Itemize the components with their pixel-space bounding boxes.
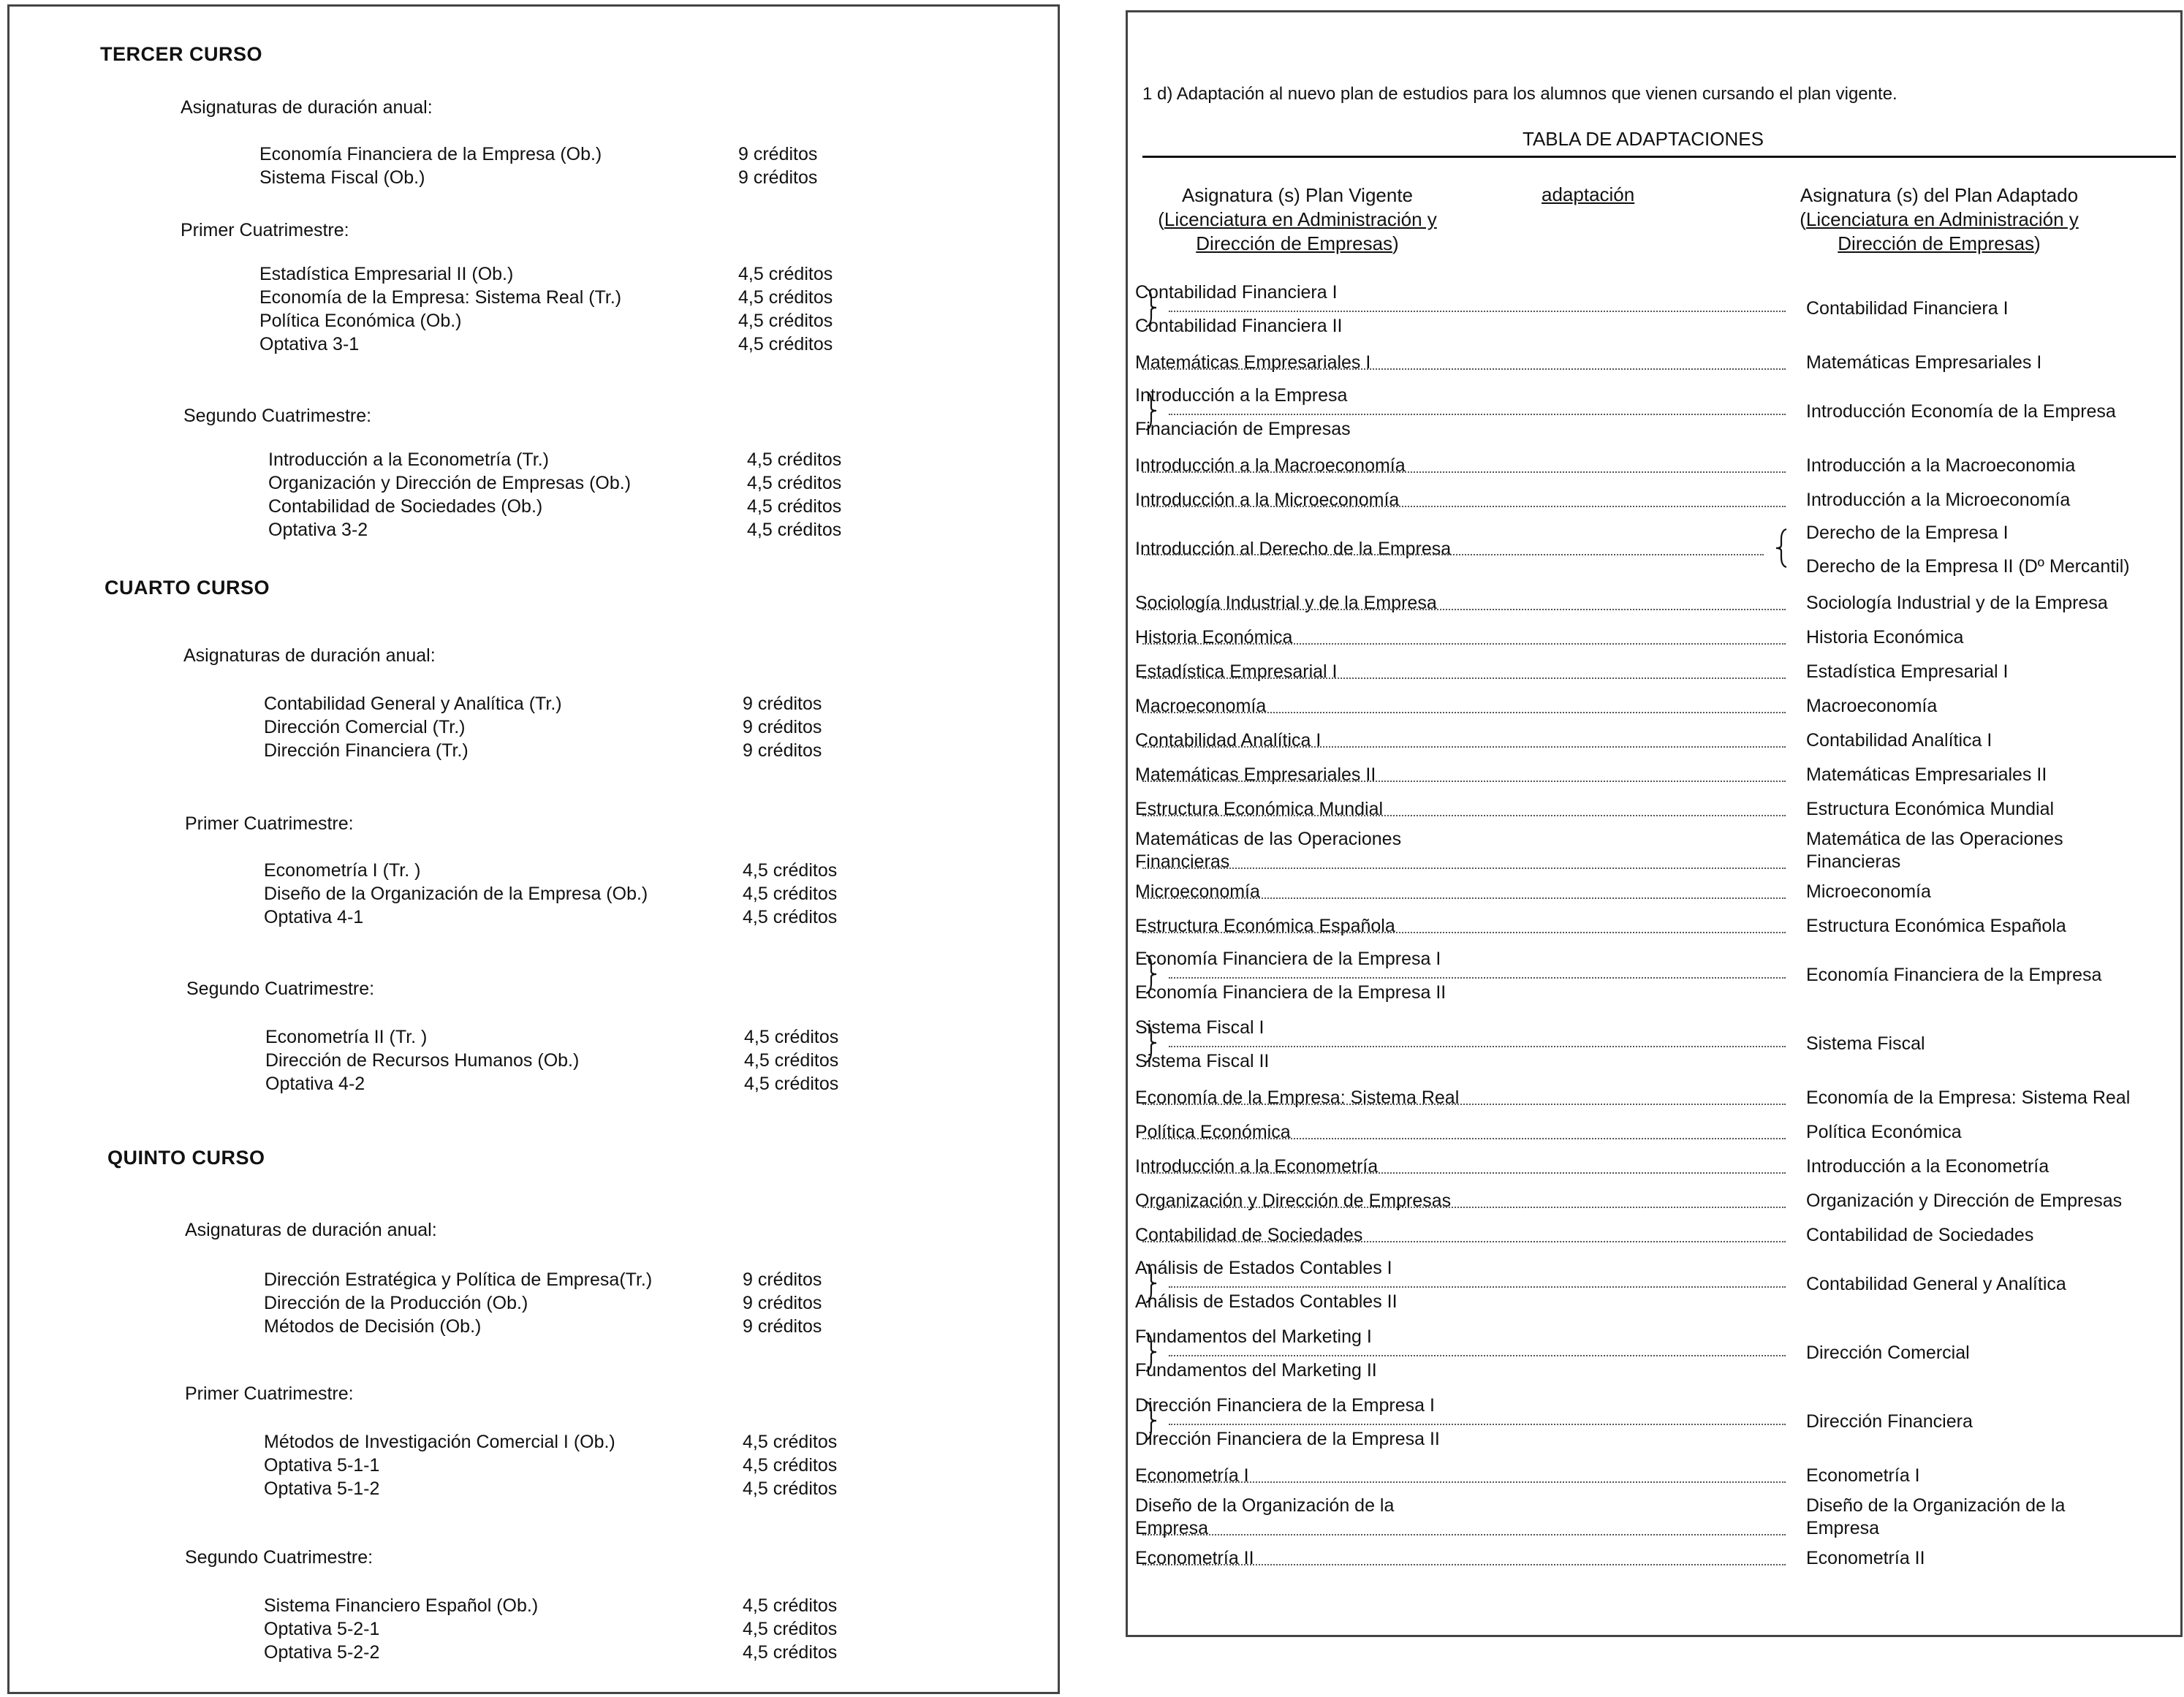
dot-leader bbox=[1142, 1564, 1786, 1565]
dot-leader bbox=[1169, 311, 1786, 312]
header-underlined: Dirección de Empresas bbox=[1838, 232, 2035, 254]
course-item bbox=[264, 1430, 837, 1454]
course-list bbox=[265, 1025, 838, 1096]
adaptation-row bbox=[1128, 380, 2180, 449]
subject-name: Economía Financiera de la Empresa I bbox=[1135, 949, 1441, 969]
course-name: Sistema Fiscal (Ob.) bbox=[259, 167, 425, 188]
subject-name: Derecho de la Empresa II (Dº Mercantil) bbox=[1806, 556, 2130, 577]
section-heading: Primer Cuatrimestre: bbox=[181, 220, 349, 240]
course-name: Sistema Financiero Español (Ob.) bbox=[264, 1595, 539, 1616]
subject-name: Empresa bbox=[1806, 1518, 1880, 1538]
dot-leader bbox=[1142, 1104, 1786, 1105]
course-item bbox=[259, 166, 817, 189]
section-heading: Asignaturas de duración anual: bbox=[185, 1220, 437, 1240]
subject-name: Sistema Fiscal bbox=[1806, 1033, 1925, 1054]
adaptation-row bbox=[1128, 1218, 2180, 1253]
subject-name: Diseño de la Organización de la bbox=[1135, 1495, 1395, 1516]
course-item bbox=[268, 495, 841, 518]
subject-name: Estructura Económica Española bbox=[1135, 916, 1395, 936]
course-item bbox=[264, 859, 837, 882]
course-name: Métodos de Investigación Comercial I (Ob.) bbox=[264, 1432, 615, 1452]
course-item bbox=[264, 882, 837, 906]
adaptation-row bbox=[1128, 792, 2180, 827]
subject-name: Contabilidad Financiera I bbox=[1806, 298, 2009, 319]
subject-name: Contabilidad Analítica I bbox=[1806, 730, 1992, 751]
dot-leader bbox=[1142, 677, 1786, 679]
course-list bbox=[264, 1430, 837, 1500]
course-list bbox=[259, 262, 833, 356]
header-line: Asignatura (s) Plan Vigente bbox=[1181, 184, 1414, 206]
course-credits: 4,5 créditos bbox=[743, 1619, 838, 1639]
course-credits: 9 créditos bbox=[738, 167, 818, 188]
course-item bbox=[268, 518, 841, 542]
subject-name: Microeconomía bbox=[1806, 881, 1931, 902]
subject-name: Organización y Dirección de Empresas bbox=[1806, 1191, 2123, 1211]
subject-name: Dirección Financiera bbox=[1806, 1411, 1973, 1432]
header-line: Dirección de Empresas) bbox=[1196, 232, 1399, 254]
brace-icon bbox=[1144, 1400, 1159, 1441]
adaptation-row bbox=[1128, 689, 2180, 724]
subject-name: Macroeconomía bbox=[1135, 696, 1267, 716]
course-name: Dirección Estratégica y Política de Empresa(Tr.) bbox=[264, 1269, 653, 1290]
course-credits: 4,5 créditos bbox=[747, 473, 842, 493]
course-credits: 9 créditos bbox=[743, 694, 822, 714]
adaptation-row bbox=[1128, 655, 2180, 689]
adaptation-row bbox=[1128, 758, 2180, 792]
dot-leader bbox=[1142, 746, 1786, 748]
subject-name: Financieras bbox=[1806, 851, 1901, 872]
course-name: Optativa 3-2 bbox=[268, 520, 368, 540]
adaptation-row bbox=[1128, 1253, 2180, 1321]
adaptation-row bbox=[1128, 1493, 2180, 1541]
course-credits: 4,5 créditos bbox=[747, 449, 842, 470]
course-list bbox=[264, 1594, 837, 1664]
course-name: Estadística Empresarial II (Ob.) bbox=[259, 264, 514, 284]
brace-icon bbox=[1144, 390, 1159, 431]
brace-icon bbox=[1144, 1332, 1159, 1373]
course-name: Dirección Financiera (Tr.) bbox=[264, 740, 469, 761]
dot-leader bbox=[1142, 897, 1786, 899]
subject-name: Contabilidad Financiera I bbox=[1135, 282, 1338, 303]
course-credits: 4,5 créditos bbox=[743, 1595, 838, 1616]
adaptation-row bbox=[1128, 944, 2180, 1012]
subject-name: Política Económica bbox=[1135, 1122, 1291, 1142]
dot-leader bbox=[1142, 868, 1786, 869]
course-credits: 4,5 créditos bbox=[747, 496, 842, 517]
course-list bbox=[264, 859, 837, 929]
section-heading: Asignaturas de duración anual: bbox=[183, 645, 436, 666]
adaptation-row bbox=[1128, 1184, 2180, 1218]
header-line: (Licenciatura en Administración y bbox=[1158, 208, 1437, 230]
dot-leader bbox=[1142, 1138, 1786, 1139]
course-item bbox=[264, 1617, 837, 1641]
subject-name: Análisis de Estados Contables I bbox=[1135, 1258, 1392, 1278]
course-item bbox=[264, 739, 822, 762]
subject-name: Contabilidad Financiera II bbox=[1135, 316, 1343, 336]
course-name: Economía de la Empresa: Sistema Real (Tr.) bbox=[259, 287, 622, 308]
course-name: Optativa 5-2-1 bbox=[264, 1619, 380, 1639]
course-list bbox=[259, 143, 817, 189]
course-name: Optativa 4-2 bbox=[265, 1074, 365, 1094]
subject-name: Dirección Financiera de la Empresa II bbox=[1135, 1429, 1440, 1449]
subject-name: Econometría II bbox=[1806, 1548, 1925, 1568]
course-item bbox=[264, 1594, 837, 1617]
course-item bbox=[259, 309, 833, 333]
subject-name: Historia Económica bbox=[1135, 627, 1293, 648]
column-header-plan-adaptado bbox=[1771, 183, 2107, 256]
subject-name: Introducción a la Microeconomía bbox=[1135, 490, 1400, 510]
adaptation-row bbox=[1128, 620, 2180, 655]
course-credits: 4,5 créditos bbox=[744, 1074, 839, 1094]
subject-name: Empresa bbox=[1135, 1518, 1209, 1538]
subject-name: Matemáticas de las Operaciones bbox=[1135, 829, 1402, 849]
course-name: Contabilidad General y Analítica (Tr.) bbox=[264, 694, 562, 714]
adaptation-row bbox=[1128, 909, 2180, 944]
course-item bbox=[264, 1291, 822, 1315]
subject-name: Matemáticas Empresariales II bbox=[1806, 764, 2047, 785]
header-line: Dirección de Empresas) bbox=[1838, 232, 2041, 254]
subject-name: Estadística Empresarial I bbox=[1806, 661, 2009, 682]
course-name: Métodos de Decisión (Ob.) bbox=[264, 1316, 482, 1337]
subject-name: Contabilidad Analítica I bbox=[1135, 730, 1322, 751]
course-item bbox=[259, 286, 833, 309]
subject-name: Dirección Financiera de la Empresa I bbox=[1135, 1395, 1435, 1416]
course-credits: 4,5 créditos bbox=[743, 1455, 838, 1476]
subject-name: Economía Financiera de la Empresa bbox=[1806, 965, 2102, 985]
course-item bbox=[264, 1454, 837, 1477]
brace-icon bbox=[1144, 954, 1159, 995]
course-credits: 4,5 créditos bbox=[743, 1642, 838, 1663]
adaptation-row bbox=[1128, 724, 2180, 758]
subject-name: Financiación de Empresas bbox=[1135, 419, 1351, 439]
subject-name: Financieras bbox=[1135, 851, 1230, 872]
brace-icon bbox=[1144, 1263, 1159, 1304]
adaptation-row bbox=[1128, 827, 2180, 875]
course-name: Econometría II (Tr. ) bbox=[265, 1027, 428, 1047]
subject-name: Estructura Económica Mundial bbox=[1135, 799, 1384, 819]
subject-name: Matemáticas Empresariales I bbox=[1806, 352, 2042, 373]
header-line: (Licenciatura en Administración y bbox=[1800, 208, 2079, 230]
subject-name: Economía Financiera de la Empresa II bbox=[1135, 982, 1446, 1003]
adaptation-row bbox=[1128, 875, 2180, 909]
subject-name: Derecho de la Empresa I bbox=[1806, 523, 2009, 543]
subject-name: Introducción a la Econometría bbox=[1806, 1156, 2050, 1177]
dot-leader bbox=[1142, 781, 1786, 782]
course-item bbox=[259, 262, 833, 286]
header-underlined: Licenciatura en Administración y bbox=[1164, 208, 1437, 230]
subject-name: Macroeconomía bbox=[1806, 696, 1938, 716]
subject-name: Introducción a la Empresa bbox=[1135, 385, 1348, 406]
course-credits: 4,5 créditos bbox=[747, 520, 842, 540]
adaptation-row bbox=[1128, 1081, 2180, 1115]
column-header-plan-vigente bbox=[1137, 183, 1458, 256]
adaptation-row bbox=[1128, 346, 2180, 380]
course-item bbox=[264, 1268, 822, 1291]
brace-icon bbox=[1774, 528, 1789, 569]
course-list bbox=[264, 692, 822, 762]
subject-name: Matemáticas Empresariales II bbox=[1135, 764, 1376, 785]
course-name: Optativa 4-1 bbox=[264, 907, 364, 927]
subject-name: Fundamentos del Marketing I bbox=[1135, 1326, 1372, 1347]
course-name: Economía Financiera de la Empresa (Ob.) bbox=[259, 144, 602, 164]
course-credits: 4,5 créditos bbox=[743, 1478, 838, 1499]
subject-name: Análisis de Estados Contables II bbox=[1135, 1291, 1398, 1312]
course-credits: 9 créditos bbox=[743, 717, 822, 737]
brace-icon bbox=[1144, 1022, 1159, 1063]
section-heading: Asignaturas de duración anual: bbox=[181, 97, 433, 118]
subject-name: Fundamentos del Marketing II bbox=[1135, 1360, 1377, 1381]
subject-name: Política Económica bbox=[1806, 1122, 1962, 1142]
dot-leader bbox=[1169, 1424, 1786, 1425]
course-credits: 4,5 créditos bbox=[744, 1027, 839, 1047]
course-name: Optativa 5-2-2 bbox=[264, 1642, 380, 1663]
subject-name: Contabilidad de Sociedades bbox=[1135, 1225, 1363, 1245]
section-heading: Primer Cuatrimestre: bbox=[185, 813, 354, 834]
course-item bbox=[259, 143, 817, 166]
course-name: Dirección de Recursos Humanos (Ob.) bbox=[265, 1050, 580, 1071]
course-item bbox=[264, 906, 837, 929]
course-credits: 4,5 créditos bbox=[738, 287, 833, 308]
course-name: Organización y Dirección de Empresas (Ob.) bbox=[268, 473, 632, 493]
course-credits: 9 créditos bbox=[743, 1316, 822, 1337]
adaptation-row bbox=[1128, 1390, 2180, 1459]
course-credits: 4,5 créditos bbox=[744, 1050, 839, 1071]
course-credits: 4,5 créditos bbox=[738, 334, 833, 354]
course-item bbox=[268, 448, 841, 471]
section-heading: Segundo Cuatrimestre: bbox=[183, 406, 372, 426]
intro-text: 1 d) Adaptación al nuevo plan de estudios para los alumnos que vienen cursando el plan vigente. bbox=[1142, 84, 1897, 104]
subject-name: Sociología Industrial y de la Empresa bbox=[1806, 593, 2108, 613]
course-credits: 4,5 créditos bbox=[738, 264, 833, 284]
course-list bbox=[264, 1268, 822, 1338]
course-name: Dirección Comercial (Tr.) bbox=[264, 717, 466, 737]
divider bbox=[1142, 156, 2176, 158]
subject-name: Contabilidad de Sociedades bbox=[1806, 1225, 2034, 1245]
header-underlined: Dirección de Empresas bbox=[1196, 232, 1393, 254]
course-item bbox=[264, 1641, 837, 1664]
subject-name: Econometría I bbox=[1806, 1465, 1920, 1486]
course-plan-panel bbox=[7, 4, 1060, 1694]
adaptation-row bbox=[1128, 1459, 2180, 1493]
brace-icon bbox=[1144, 287, 1159, 328]
course-credits: 9 créditos bbox=[743, 740, 822, 761]
subject-name: Organización y Dirección de Empresas bbox=[1135, 1191, 1452, 1211]
dot-leader bbox=[1169, 1046, 1786, 1047]
course-title-quinto: QUINTO CURSO bbox=[107, 1147, 265, 1169]
subject-name: Estadística Empresarial I bbox=[1135, 661, 1338, 682]
course-item bbox=[264, 1477, 837, 1500]
adaptation-table-panel bbox=[1126, 10, 2183, 1637]
course-title-tercero: TERCER CURSO bbox=[100, 43, 263, 65]
dot-leader bbox=[1142, 609, 1786, 610]
course-name: Política Económica (Ob.) bbox=[259, 311, 462, 331]
course-title-cuarto: CUARTO CURSO bbox=[105, 577, 270, 599]
section-heading: Segundo Cuatrimestre: bbox=[185, 1547, 374, 1568]
course-name: Econometría I (Tr. ) bbox=[264, 860, 421, 881]
course-credits: 9 créditos bbox=[743, 1269, 822, 1290]
subject-name: Econometría I bbox=[1135, 1465, 1249, 1486]
dot-leader bbox=[1169, 1286, 1786, 1288]
dot-leader bbox=[1169, 1355, 1786, 1356]
header-line: Asignatura (s) del Plan Adaptado bbox=[1800, 184, 2079, 206]
course-credits: 4,5 créditos bbox=[743, 1432, 838, 1452]
course-name: Dirección de la Producción (Ob.) bbox=[264, 1293, 528, 1313]
course-credits: 4,5 créditos bbox=[743, 860, 838, 881]
subject-name: Introducción Economía de la Empresa bbox=[1806, 401, 2116, 422]
subject-name: Sistema Fiscal II bbox=[1135, 1051, 1270, 1071]
course-item bbox=[265, 1049, 838, 1072]
adaptation-row bbox=[1128, 1541, 2180, 1576]
adaptation-row bbox=[1128, 517, 2180, 586]
course-credits: 4,5 créditos bbox=[743, 907, 838, 927]
course-credits: 4,5 créditos bbox=[743, 884, 838, 904]
course-name: Optativa 5-1-2 bbox=[264, 1478, 380, 1499]
subject-name: Introducción a la Macroeconomía bbox=[1135, 455, 1406, 476]
subject-name: Diseño de la Organización de la bbox=[1806, 1495, 2066, 1516]
subject-name: Contabilidad General y Analítica bbox=[1806, 1274, 2066, 1294]
course-name: Optativa 5-1-1 bbox=[264, 1455, 380, 1476]
adaptation-row bbox=[1128, 1150, 2180, 1184]
subject-name: Estructura Económica Española bbox=[1806, 916, 2066, 936]
subject-name: Sistema Fiscal I bbox=[1135, 1017, 1264, 1038]
dot-leader bbox=[1142, 506, 1786, 507]
dot-leader bbox=[1169, 977, 1786, 979]
subject-name: Microeconomía bbox=[1135, 881, 1260, 902]
adaptation-row bbox=[1128, 586, 2180, 620]
course-item bbox=[268, 471, 841, 495]
dot-leader bbox=[1144, 554, 1764, 555]
column-header-adaptacion: adaptación bbox=[1542, 183, 1635, 205]
course-name: Contabilidad de Sociedades (Ob.) bbox=[268, 496, 543, 517]
dot-leader bbox=[1142, 643, 1786, 645]
subject-name: Introducción a la Econometría bbox=[1135, 1156, 1379, 1177]
table-title: TABLA DE ADAPTACIONES bbox=[1523, 128, 1764, 150]
dot-leader bbox=[1142, 932, 1786, 933]
course-name: Diseño de la Organización de la Empresa (Ob.) bbox=[264, 884, 648, 904]
header-underlined: Licenciatura en Administración y bbox=[1805, 208, 2079, 230]
subject-name: Introducción a la Macroeconomia bbox=[1806, 455, 2076, 476]
course-name: Introducción a la Econometría (Tr.) bbox=[268, 449, 549, 470]
course-item bbox=[264, 1315, 822, 1338]
subject-name: Economía de la Empresa: Sistema Real bbox=[1806, 1087, 2131, 1108]
dot-leader bbox=[1142, 1534, 1786, 1535]
adaptation-row bbox=[1128, 483, 2180, 517]
subject-name: Historia Económica bbox=[1806, 627, 1964, 648]
subject-name: Matemática de las Operaciones bbox=[1806, 829, 2063, 849]
course-item bbox=[265, 1072, 838, 1096]
course-item bbox=[264, 692, 822, 715]
dot-leader bbox=[1169, 414, 1786, 415]
course-item bbox=[259, 333, 833, 356]
course-list bbox=[268, 448, 841, 542]
dot-leader bbox=[1142, 1481, 1786, 1483]
subject-name: Sociología Industrial y de la Empresa bbox=[1135, 593, 1437, 613]
adaptation-row bbox=[1128, 1012, 2180, 1081]
subject-name: Introducción a la Microeconomía bbox=[1806, 490, 2071, 510]
course-item bbox=[265, 1025, 838, 1049]
dot-leader bbox=[1142, 471, 1786, 473]
subject-name: Economía de la Empresa: Sistema Real bbox=[1135, 1087, 1460, 1108]
dot-leader bbox=[1142, 712, 1786, 713]
subject-name: Econometría II bbox=[1135, 1548, 1254, 1568]
course-credits: 4,5 créditos bbox=[738, 311, 833, 331]
course-item bbox=[264, 715, 822, 739]
course-name: Optativa 3-1 bbox=[259, 334, 360, 354]
course-credits: 9 créditos bbox=[738, 144, 818, 164]
adaptation-row bbox=[1128, 449, 2180, 483]
section-heading: Primer Cuatrimestre: bbox=[185, 1383, 354, 1404]
dot-leader bbox=[1142, 815, 1786, 816]
dot-leader bbox=[1142, 1207, 1786, 1208]
adaptation-row bbox=[1128, 1321, 2180, 1390]
dot-leader bbox=[1142, 1172, 1786, 1174]
adaptation-row bbox=[1128, 277, 2180, 346]
dot-leader bbox=[1142, 368, 1786, 370]
course-credits: 9 créditos bbox=[743, 1293, 822, 1313]
subject-name: Estructura Económica Mundial bbox=[1806, 799, 2055, 819]
adaptation-row bbox=[1128, 1115, 2180, 1150]
subject-name: Dirección Comercial bbox=[1806, 1343, 1970, 1363]
section-heading: Segundo Cuatrimestre: bbox=[186, 979, 375, 999]
dot-leader bbox=[1142, 1241, 1786, 1242]
subject-name: Matemáticas Empresariales I bbox=[1135, 352, 1371, 373]
subject-name: Introducción al Derecho de la Empresa bbox=[1135, 539, 1452, 559]
